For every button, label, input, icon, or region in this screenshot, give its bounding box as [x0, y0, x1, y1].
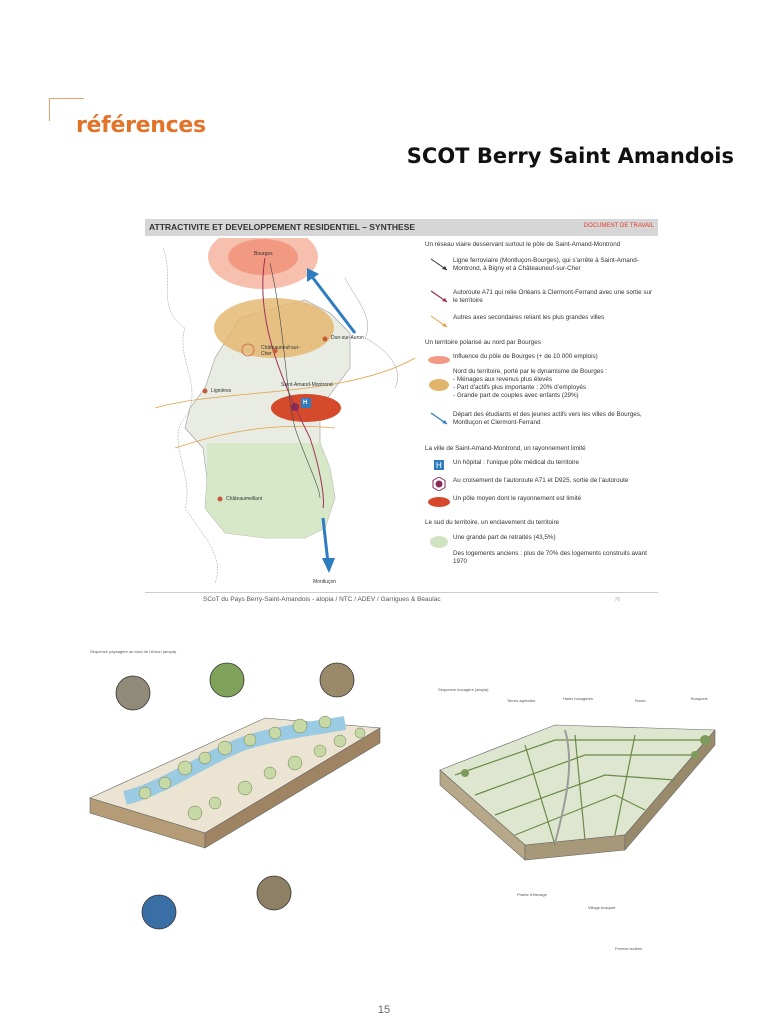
hospital-icon — [427, 459, 451, 473]
label-lignieres: Lignières — [211, 388, 232, 394]
document-title: SCOT Berry Saint Amandois — [406, 144, 734, 168]
pink-zone-icon — [427, 353, 451, 367]
territory-map — [145, 238, 425, 588]
panel-title: ATTRACTIVITE ET DEVELOPPEMENT RESIDENTIEL – SYNTHESE — [149, 222, 416, 232]
red-pole-icon — [427, 495, 451, 509]
secondary-road-arrow-icon — [427, 314, 451, 328]
green-zone-icon — [427, 534, 451, 548]
legend-heading-1: Un réseau viaire desservant surtout le pôle de Saint-Amand-Montrond — [425, 241, 621, 248]
bocage-illustration — [435, 685, 725, 955]
label-montlucon: Montluçon — [313, 579, 337, 585]
label-road: Route — [635, 698, 646, 703]
sketch-left-caption: Séquence paysagère au bord de l’Arnon (atopia) — [90, 649, 177, 654]
section-title: références — [76, 113, 206, 138]
departure-arrow-icon — [427, 411, 451, 425]
page-number: 15 — [377, 1004, 391, 1016]
panel-divider — [145, 592, 658, 593]
label-dun: Dun-sur-Auron — [331, 335, 364, 341]
label-farms: Fermes isolées — [615, 946, 643, 951]
sketch-right-caption: Séquence bocagère (atopia) — [438, 687, 489, 692]
riverside-sketch — [85, 648, 395, 948]
svg-text:H: H — [436, 461, 442, 470]
synthesis-panel: ATTRACTIVITE ET DEVELOPPEMENT RESIDENTIEL – SYNTHESE DOCUMENT DE TRAVAIL Bourges Châteauneuf-sur-Cher Dun-sur-Auron Lignières Saint-Amand-Montrond Châteaumeillant Montluçon H Un réseau viaire desservant surtout le pôle de Saint-Amand-Montrond Ligne ferroviaire (Montluçon-Bourges), qui s’arrête à Saint-Amand-Montrond, à Bigny et à Châteauneuf-sur-Cher Autoroute A71 qui relie Orléans à Clermont-Ferrand avec une sortie sur le territoire Autres axes secondaires reliant les plus grandes villes Un territoire polarisé au nord par Bourges Influence du pôle de Bourges (+ de 10 000 emplois) Nord du territoire, porté par le dynamisme de Bourges : - Ménages aux revenus plus élevés - Part d’actifs plus importante : 20% d’employés - Grande part de couples avec enfants (29%) Départ des étudiants et des jeunes actifs vers les villes de Bourges, Montluçon et Clermont-Ferrand La ville de Saint-Amand-Montrond, un rayonnement limité H Un hôpital : l’unique pôle médical du territoire Au croisement de l’autoroute A71 et D925, sortie de l’autoroute Un pôle moyen dont le rayonnement est limité Le sud du territoire, un enclavement du territoire Une grande part de retraités (43,5%) Des logements anciens : plus de 70% des logements construits avant 1970 SCoT du Pays Berry-Saint-Amandois - atopia / NTC / ADEV / Garrigues & Beaulac 76 — [145, 219, 658, 607]
hospital-icon: H — [303, 400, 308, 406]
panel-header — [145, 219, 658, 236]
label-pasture: Prairie d’élevage — [517, 892, 547, 897]
label-farmland: Terres agricoles — [507, 698, 536, 703]
legend-heading-3: La ville de Saint-Amand-Montrond, un rayonnement limité — [425, 445, 586, 452]
panel-page-number: 76 — [614, 597, 620, 603]
label-village: Village bosquet — [588, 905, 616, 910]
label-groves: Bosquets — [691, 696, 708, 701]
ochre-zone-icon — [427, 378, 451, 392]
label-chateaumeillant: Châteaumeillant — [226, 496, 263, 502]
legend-heading-2: Un territoire polarisé au nord par Bourges — [425, 339, 541, 346]
bocage-sketch — [435, 685, 725, 955]
legend-heading-4: Le sud du territoire, un enclavement du territoire — [425, 519, 560, 526]
riverside-illustration — [85, 648, 395, 948]
label-hedges: Haies bocagères — [563, 696, 594, 701]
label-bourges: Bourges — [254, 251, 273, 257]
label-saint-amand: Saint-Amand-Montrond — [281, 382, 333, 388]
interchange-hexagon-icon — [427, 477, 451, 491]
label-chateauneuf: Châteauneuf-sur-Cher — [261, 345, 300, 357]
working-doc-tag: DOCUMENT DE TRAVAIL — [583, 223, 654, 229]
panel-credits: SCoT du Pays Berry-Saint-Amandois - atopia / NTC / ADEV / Garrigues & Beaulac — [203, 596, 441, 603]
motorway-arrow-icon — [427, 289, 451, 303]
rail-arrow-icon — [427, 257, 451, 271]
